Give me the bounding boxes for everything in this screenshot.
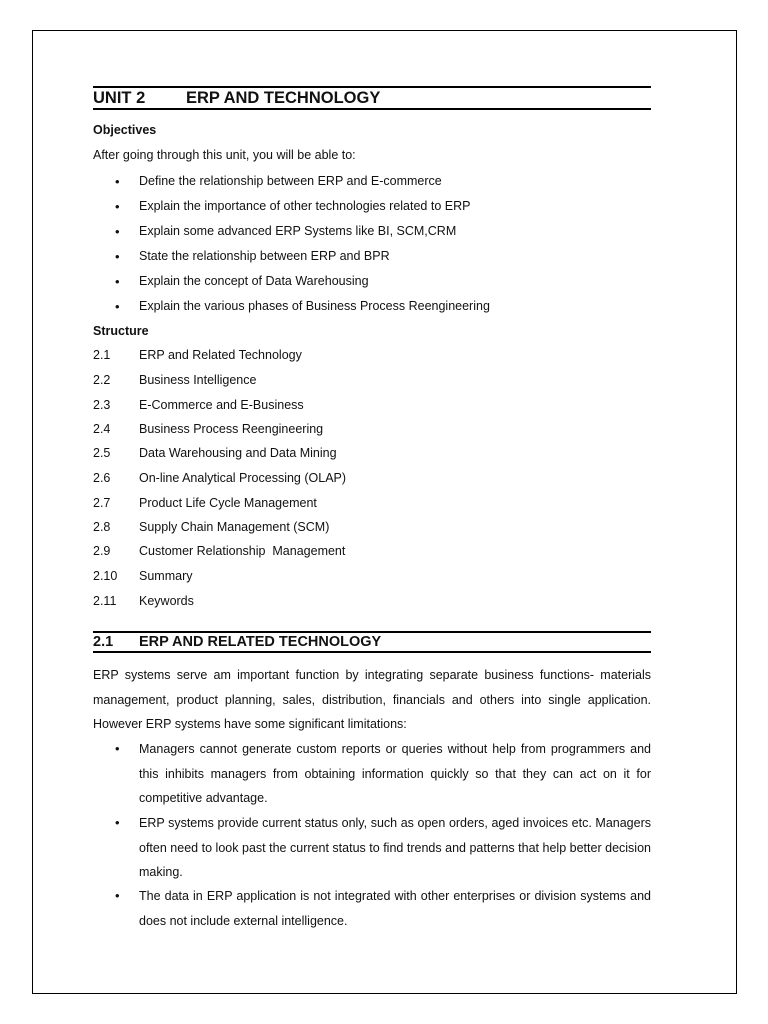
structure-number: 2.2	[93, 373, 111, 387]
structure-number: 2.7	[93, 496, 111, 510]
unit-number: UNIT 2	[93, 88, 146, 107]
list-item	[93, 199, 651, 214]
structure-number: 2.1	[93, 348, 111, 362]
list-item	[93, 422, 323, 436]
list-item	[93, 224, 651, 239]
limitation-text: ERP systems provide current status only, such as open orders, aged invoices etc. Managers often need to look past the current status to find trends and patterns that help better decision making.	[139, 816, 651, 879]
structure-text: Supply Chain Management (SCM)	[139, 520, 330, 534]
structure-text: Customer Relationship Management	[139, 544, 346, 558]
objective-text: Define the relationship between ERP and E-commerce	[139, 174, 442, 188]
bullet-icon: •	[115, 815, 120, 830]
structure-text: Product Life Cycle Management	[139, 496, 317, 510]
list-item	[93, 569, 192, 583]
bullet-icon: •	[115, 274, 120, 289]
bullet-icon: •	[115, 249, 120, 264]
list-item	[93, 544, 345, 558]
section-title: ERP AND RELATED TECHNOLOGY	[139, 634, 382, 650]
structure-text: Data Warehousing and Data Mining	[139, 446, 337, 460]
list-item	[93, 299, 651, 314]
unit-heading	[93, 86, 651, 110]
structure-text: ERP and Related Technology	[139, 348, 302, 362]
document-body	[93, 86, 651, 928]
objective-text: Explain the various phases of Business Process Reengineering	[139, 299, 490, 313]
structure-number: 2.9	[93, 544, 111, 558]
list-item	[93, 496, 317, 510]
objectives-heading: Objectives	[93, 123, 157, 137]
structure-text: Keywords	[139, 594, 194, 608]
objective-text: Explain some advanced ERP Systems like BI, SCM,CRM	[139, 224, 457, 238]
bullet-icon: •	[115, 299, 120, 314]
structure-number: 2.11	[93, 594, 117, 608]
list-item	[93, 594, 194, 608]
structure-number: 2.5	[93, 446, 111, 460]
list-item	[93, 737, 651, 811]
unit-title: ERP AND TECHNOLOGY	[186, 88, 381, 107]
bullet-icon: •	[115, 741, 120, 756]
structure-text: Business Intelligence	[139, 373, 257, 387]
section-paragraph: ERP systems serve am important function by integrating separate business functions- materials management, product planning, sales, distribution, financials and others into single application. However ERP systems have some significant limitations:	[93, 668, 651, 731]
list-item	[93, 884, 651, 933]
objectives-intro: After going through this unit, you will be able to:	[93, 148, 356, 162]
list-item	[93, 811, 651, 885]
bullet-icon: •	[115, 224, 120, 239]
structure-number: 2.8	[93, 520, 111, 534]
objective-text: Explain the concept of Data Warehousing	[139, 274, 369, 288]
structure-number: 2.3	[93, 398, 111, 412]
list-item	[93, 446, 337, 460]
limitation-text: Managers cannot generate custom reports or queries without help from programmers and this inhibits managers from obtaining information quickly so that they can act on it for competitive advantage.	[139, 742, 651, 805]
structure-heading: Structure	[93, 324, 149, 338]
structure-number: 2.4	[93, 422, 111, 436]
structure-number: 2.10	[93, 569, 118, 583]
objective-text: Explain the importance of other technologies related to ERP	[139, 199, 471, 213]
structure-text: On-line Analytical Processing (OLAP)	[139, 471, 347, 485]
objective-text: State the relationship between ERP and BPR	[139, 249, 390, 263]
limitation-text: The data in ERP application is not integrated with other enterprises or division systems and does not include external intelligence.	[139, 889, 651, 928]
structure-text: E-Commerce and E-Business	[139, 398, 304, 412]
section-number: 2.1	[93, 634, 114, 650]
list-item	[93, 373, 256, 387]
structure-text: Summary	[139, 569, 193, 583]
list-item	[93, 174, 651, 189]
bullet-icon: •	[115, 174, 120, 189]
structure-text: Business Process Reengineering	[139, 422, 324, 436]
list-item	[93, 520, 329, 534]
section-heading	[93, 631, 651, 653]
list-item	[93, 398, 304, 412]
bullet-icon: •	[115, 199, 120, 214]
structure-number: 2.6	[93, 471, 111, 485]
list-item	[93, 471, 346, 485]
list-item	[93, 249, 651, 264]
bullet-icon: •	[115, 888, 120, 903]
list-item	[93, 274, 651, 289]
list-item	[93, 348, 302, 362]
